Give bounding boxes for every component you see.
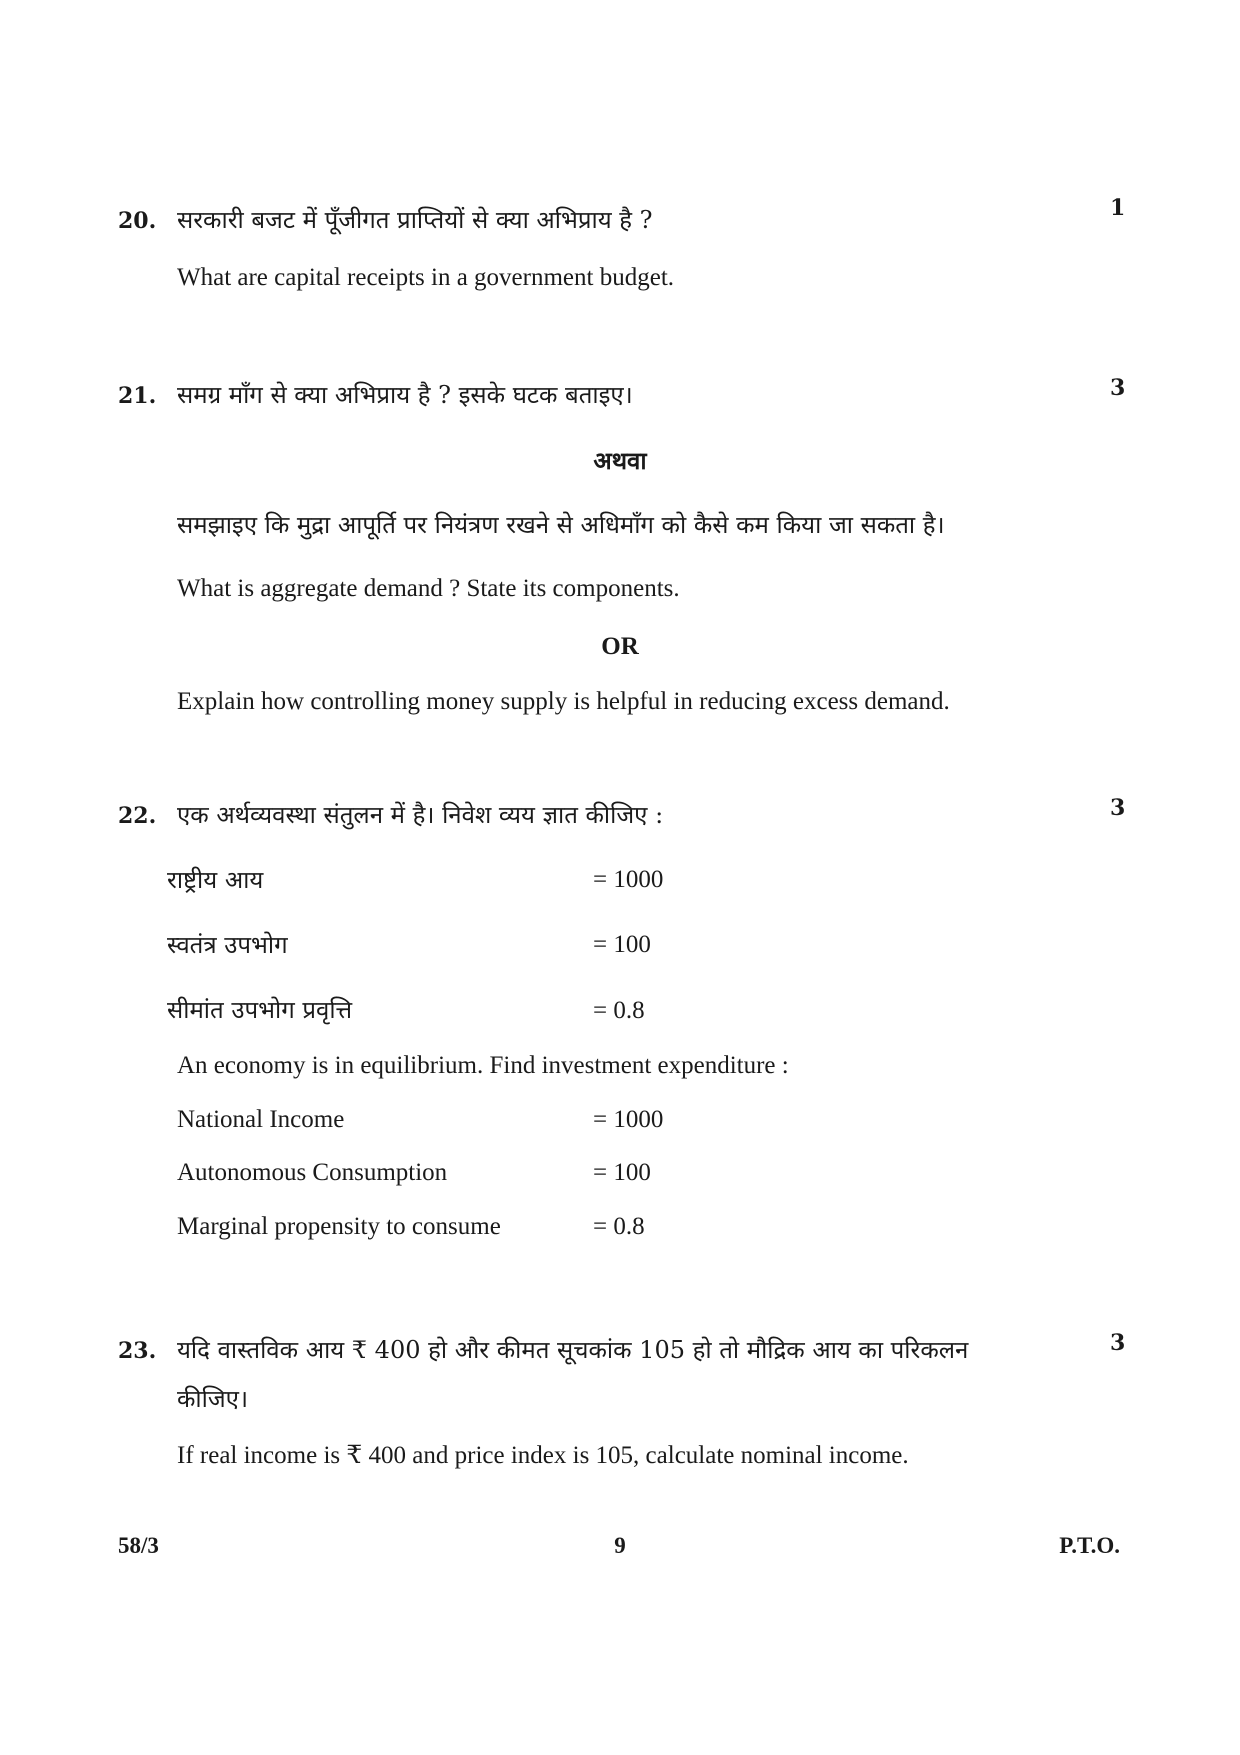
pto-label: P.T.O. — [1059, 1533, 1120, 1558]
question-23-marks: 3 — [1110, 1330, 1126, 1356]
hindi-row-label: राष्ट्रीय आय — [167, 866, 264, 894]
question-20-english: What are capital receipts in a government budget. — [177, 264, 675, 291]
question-23-hindi-line1: यदि वास्तविक आय ₹ 400 हो और कीमत सूचकांक 105 हो तो मौद्रिक आय का परिकलन — [177, 1336, 969, 1364]
english-row-label: Autonomous Consumption — [177, 1159, 448, 1186]
question-21-english: What is aggregate demand ? State its components. — [177, 575, 680, 602]
hindi-row-label: स्वतंत्र उपभोग — [167, 931, 288, 959]
or-hindi: अथवा — [593, 446, 647, 475]
paper-code: 58/3 — [118, 1533, 159, 1558]
english-row-value: = 1000 — [593, 1106, 664, 1133]
question-22-english: An economy is in equilibrium. Find investment expenditure : — [177, 1052, 789, 1079]
question-22-number: 22. — [118, 803, 157, 829]
page-number: 9 — [614, 1533, 626, 1558]
english-row-value: = 100 — [593, 1159, 651, 1186]
question-21-marks: 3 — [1110, 375, 1126, 401]
english-row-value: = 0.8 — [593, 1213, 645, 1240]
english-row-label: Marginal propensity to consume — [177, 1213, 501, 1240]
hindi-row-label: सीमांत उपभोग प्रवृत्ति — [167, 996, 353, 1024]
or-english: OR — [601, 633, 639, 660]
english-row-label: National Income — [177, 1106, 345, 1133]
question-22-marks: 3 — [1110, 795, 1126, 821]
hindi-row-value: = 1000 — [593, 866, 664, 893]
question-20-hindi: सरकारी बजट में पूँजीगत प्राप्तियों से क्या अभिप्राय है ? — [177, 206, 653, 234]
question-20-number: 20. — [118, 208, 157, 234]
question-21-number: 21. — [118, 383, 157, 409]
question-23-number: 23. — [118, 1338, 157, 1364]
question-23-english: If real income is ₹ 400 and price index is 105, calculate nominal income. — [177, 1442, 909, 1469]
question-20-marks: 1 — [1110, 195, 1126, 221]
question-21-hindi-alt: समझाइए कि मुद्रा आपूर्ति पर नियंत्रण रखने से अधिमाँग को कैसे कम किया जा सकता है। — [177, 511, 945, 539]
question-22-hindi: एक अर्थव्यवस्था संतुलन में है। निवेश व्यय ज्ञात कीजिए : — [177, 801, 664, 829]
hindi-row-value: = 100 — [593, 931, 651, 958]
question-21-hindi: समग्र माँग से क्या अभिप्राय है ? इसके घटक बताइए। — [177, 381, 633, 409]
hindi-row-value: = 0.8 — [593, 997, 645, 1024]
question-23-hindi-line2: कीजिए। — [177, 1385, 249, 1413]
question-21-english-alt: Explain how controlling money supply is helpful in reducing excess demand. — [177, 688, 950, 715]
